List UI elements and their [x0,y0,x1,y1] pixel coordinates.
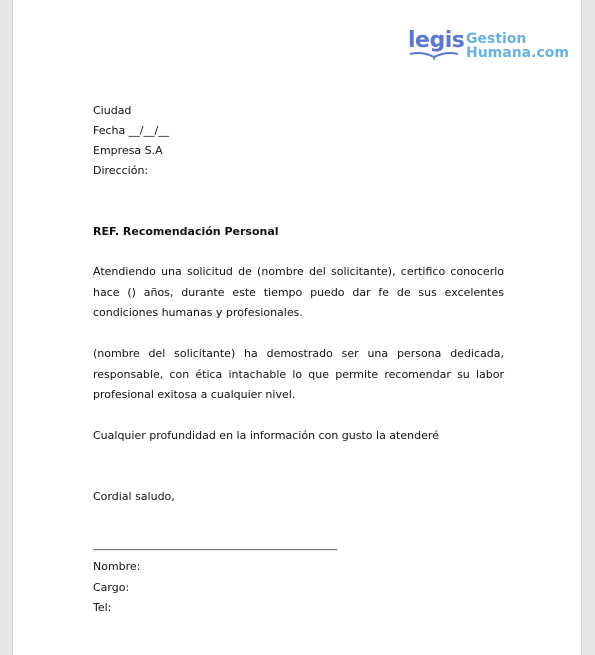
logo-line2: Humana.com [466,45,569,61]
signature-line: _______________________________________________ [93,540,338,551]
address-line: Dirección: [93,164,149,177]
paragraph-3: Cualquier profundidad en la información con gusto la atenderé [93,429,439,442]
logo-line1: Gestion [466,31,527,47]
logo-brand: legis [408,28,465,53]
date-line: Fecha __/__/__ [93,124,170,137]
reference-heading: REF. Recomendación Personal [93,225,279,238]
document-page [12,0,582,655]
city-line: Ciudad [93,104,132,117]
paragraph-1: Atendiendo una solicitud de (nombre del solicitante), certifico conocerlo hace () años, durante este tiempo puedo dar fe de sus excelentes condiciones humanas y profesionales. [93,265,504,319]
closing-line: Cordial saludo, [93,490,175,503]
book-icon [408,51,460,61]
position-field-label: Cargo: [93,581,130,594]
company-line: Empresa S.A [93,144,163,157]
phone-field-label: Tel: [93,601,112,614]
paragraph-2: (nombre del solicitante) ha demostrado ser una persona dedicada, responsable, con ética intachable lo que permite recomendar su labor profesional exitosa a cualquier nivel. [93,347,504,401]
name-field-label: Nombre: [93,560,141,573]
